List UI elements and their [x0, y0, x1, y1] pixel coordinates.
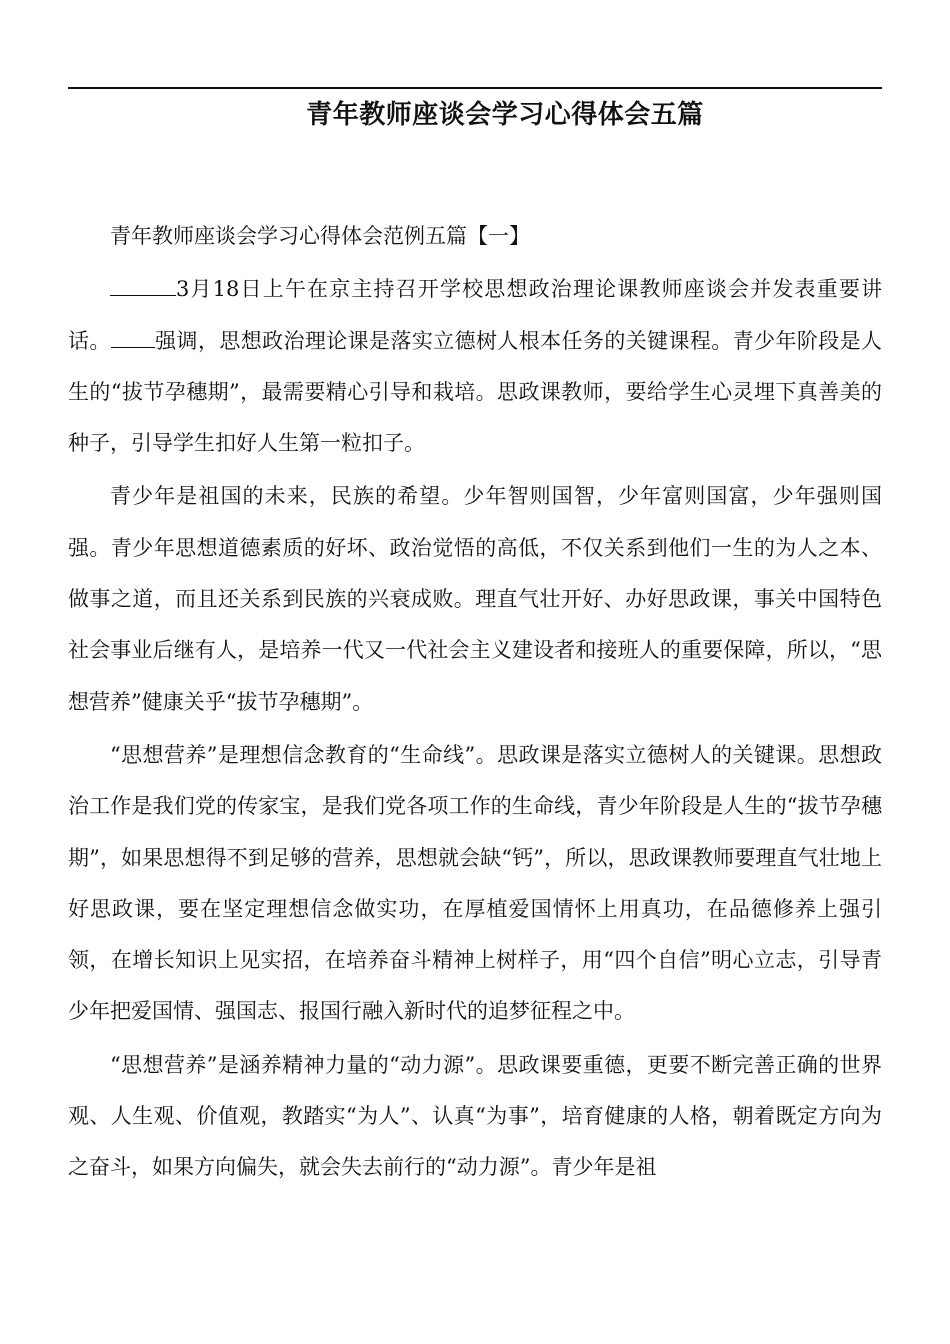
body-paragraph — [68, 264, 882, 469]
redacted-name-blank — [111, 326, 155, 348]
body-paragraph: “思想营养”是理想信念教育的“生命线”。思政课是落实立德树人的关键课。思想政治工作是我们党的传家宝，是我们党各项工作的生命线，青少年阶段是人生的“拔节孕穗期”，如果思想得不到足够的营养，思想就会缺“钙”，所以，思政课教师要理直气壮地上好思政课，要在坚定理想信念做实功，在厚植爱国情怀上用真功，在品德修养上强引领，在增长知识上见实招，在培养奋斗精神上树样子，用“四个自信”明心立志，引导青少年把爱国情、强国志、报国行融入新时代的追梦征程之中。 — [68, 742, 882, 1024]
document-title: 青年教师座谈会学习心得体会五篇 — [306, 100, 704, 130]
paragraph-text: 强调，思想政治理论课是落实立德树人根本任务的关键课程。青少年阶段是人生的“拔节孕穗期”，最需要精心引导和栽培。思政课教师，要给学生心灵埋下真善美的种子，引导学生扣好人生第一粒扣子。 — [68, 328, 883, 456]
body-paragraph: 青少年是祖国的未来，民族的希望。少年智则国智，少年富则国富，少年强则国强。青少年思想道德素质的好坏、政治觉悟的高低，不仅关系到他们一生的为人之本、做事之道，而且还关系到民族的兴衰成败。理直气壮开好、办好思政课，事关中国特色社会事业后继有人，是培养一代又一代社会主义建设者和接班人的重要保障，所以，“思想营养”健康关乎“拔节孕穗期”。 — [68, 484, 882, 714]
header-rule — [68, 87, 882, 89]
paragraph-text: 3月18日上午在京主持召开学校思想政治理论课教师座谈会并发表重要讲话。 — [68, 277, 882, 353]
redacted-name-blank — [110, 274, 176, 296]
body-paragraph: “思想营养”是涵养精神力量的“动力源”。思政课要重德，更要不断完善正确的世界观、人生观、价值观，教踏实“为人”、认真“为事”，培育健康的人格，朝着既定方向为之奋斗，如果方向偏失，就会失去前行的“动力源”。青少年是祖 — [68, 1052, 882, 1180]
section-subtitle: 青年教师座谈会学习心得体会范例五篇【一】 — [110, 224, 530, 248]
document-body — [68, 211, 882, 1196]
